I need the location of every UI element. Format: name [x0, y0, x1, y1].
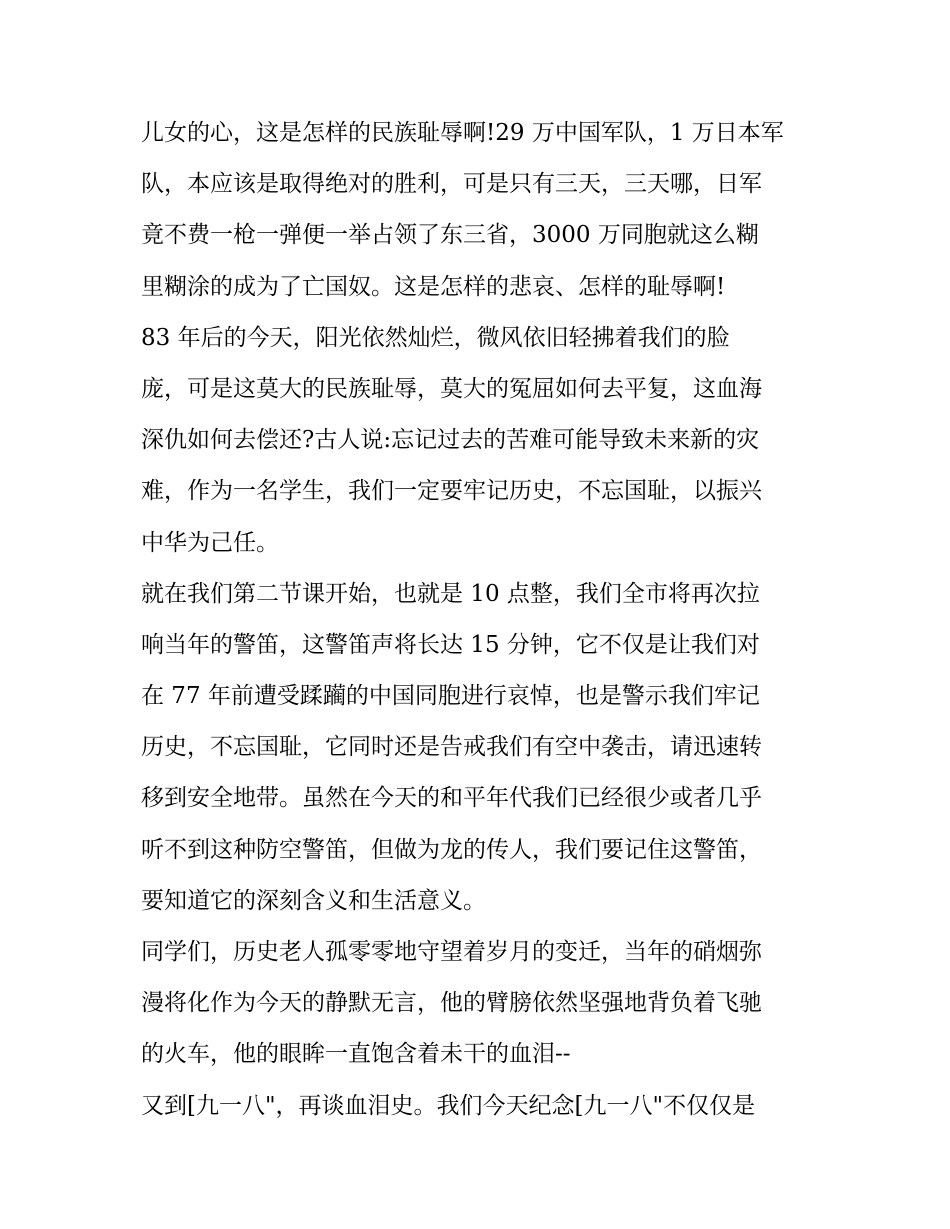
text-line: 历史，不忘国耻，它同时还是告戒我们有空中袭击，请迅速转: [141, 734, 762, 761]
text-line: 移到安全地带。虽然在今天的和平年代我们已经很少或者几乎: [141, 785, 762, 812]
text-line: 竟不费一枪一弹便一举占领了东三省，3000 万同胞就这么糊: [141, 222, 759, 249]
text-line: 在 77 年前遭受蹂躏的中国同胞进行哀悼，也是警示我们牢记: [141, 683, 760, 710]
text-line: 里糊涂的成为了亡国奴。这是怎样的悲哀、怎样的耻辱啊!: [141, 273, 726, 300]
text-line: 83 年后的今天，阳光依然灿烂，微风依旧轻拂着我们的脸: [141, 324, 730, 351]
text-line: 儿女的心，这是怎样的民族耻辱啊!29 万中国军队，1 万日本军: [141, 120, 784, 146]
text-line: 就在我们第二节课开始，也就是 10 点整，我们全市将再次拉: [141, 580, 760, 607]
text-line: 中华为己任。: [141, 529, 279, 556]
text-line: 漫将化作为今天的静默无言，他的臂膀依然坚强地背负着飞驰: [141, 990, 762, 1017]
text-line: 深仇如何去偿还?古人说:忘记过去的苦难可能导致未来新的灾: [141, 427, 760, 454]
text-line: 庞，可是这莫大的民族耻辱，莫大的冤屈如何去平复，这血海: [141, 375, 762, 402]
text-line: 要知道它的深刻含义和生活意义。: [141, 887, 486, 914]
text-line: 又到[九一八"，再谈血泪史。我们今天纪念[九一八"不仅仅是: [141, 1092, 756, 1119]
text-line: 队，本应该是取得绝对的胜利，可是只有三天，三天哪，日军: [141, 171, 762, 198]
text-line: 响当年的警笛，这警笛声将长达 15 分钟，它不仅是让我们对: [141, 631, 760, 658]
text-line: 同学们，历史老人孤零零地守望着岁月的变迁，当年的硝烟弥: [141, 939, 762, 965]
document-body: [141, 108, 821, 1132]
text-line: 听不到这种防空警笛，但做为龙的传人，我们要记住这警笛，: [141, 836, 762, 863]
text-line: 难，作为一名学生，我们一定要牢记历史，不忘国耻，以振兴: [141, 478, 762, 505]
text-line: 的火车，他的眼眸一直饱含着未干的血泪--: [141, 1041, 571, 1068]
